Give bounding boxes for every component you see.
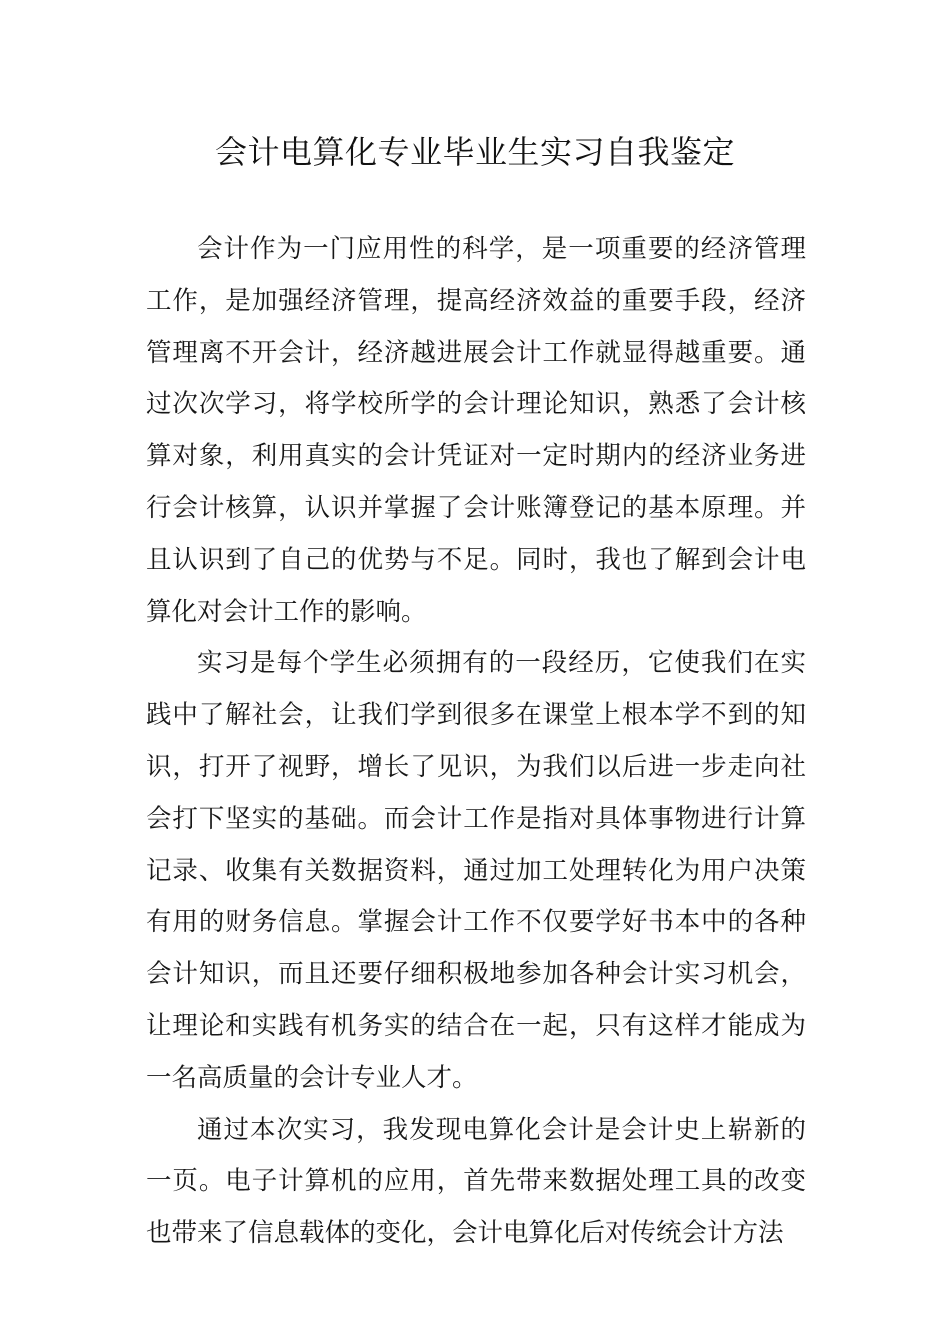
paragraph: 会计作为一门应用性的科学，是一项重要的经济管理工作，是加强经济管理，提高经济效益的重要手段，经济管理离不开会计，经济越进展会计工作就显得越重要。通过次次学习，将学校所学的会计理论知识，熟悉了会计核算对象，利用真实的会计凭证对一定时期内的经济业务进行会计核算，认识并掌握了会计账簿登记的基本原理。并且认识到了自己的优势与不足。同时，我也了解到会计电算化对会计工作的影响。	[146, 234, 806, 627]
document-body	[146, 224, 806, 1260]
document-title: 会计电算化专业毕业生实习自我鉴定	[214, 133, 735, 171]
paragraph: 通过本次实习，我发现电算化会计是会计史上崭新的一页。电子计算机的应用，首先带来数据处理工具的改变也带来了信息载体的变化，会计电算化后对传统会计方法	[146, 1114, 806, 1249]
paragraph: 实习是每个学生必须拥有的一段经历，它使我们在实践中了解社会，让我们学到很多在课堂上根本学不到的知识，打开了视野，增长了见识，为我们以后进一步走向社会打下坚实的基础。而会计工作是指对具体事物进行计算记录、收集有关数据资料，通过加工处理转化为用户决策有用的财务信息。掌握会计工作不仅要学好书本中的各种会计知识，而且还要仔细积极地参加各种会计实习机会，让理论和实践有机务实的结合在一起，只有这样才能成为一名高质量的会计专业人才。	[146, 648, 806, 1093]
